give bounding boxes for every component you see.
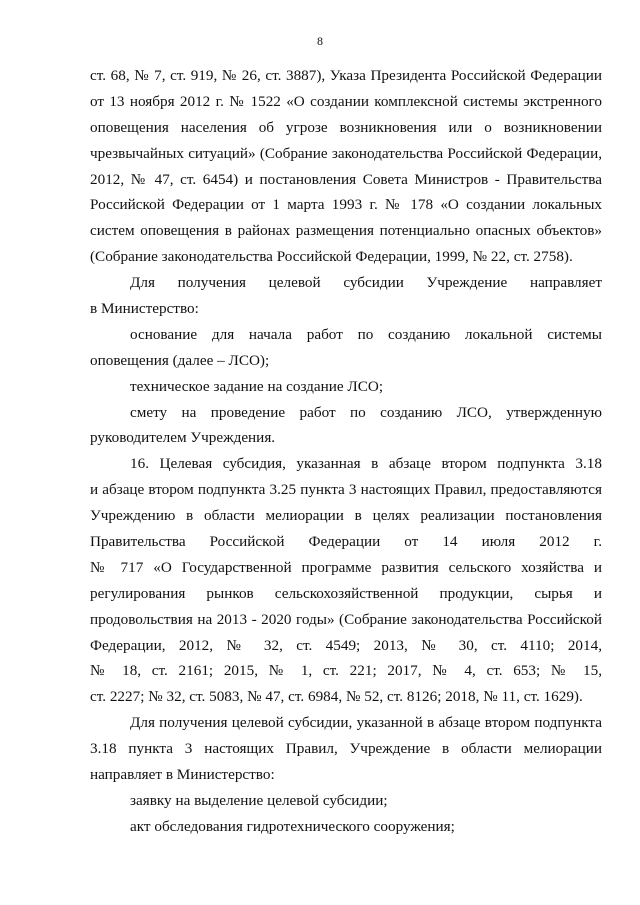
text-line: направляет в Министерство:: [90, 766, 275, 784]
text-line: (Собрание законодательства Российской Федерации, 1999, № 22, ст. 2758).: [90, 248, 573, 266]
text-line: оповещения (далее – ЛСО);: [90, 351, 270, 369]
paragraph-basis: [90, 322, 602, 374]
text-line: и абзаце втором подпункта 3.25 пункта 3 настоящих Правил, предоставляются: [90, 481, 602, 499]
text-line: Федерации, 2012, № 32, ст. 4549; 2013, № 30, ст. 4110; 2014,: [90, 636, 602, 654]
text-line: в Министерство:: [90, 300, 199, 318]
text-line: руководителем Учреждения.: [90, 429, 276, 447]
text-line: ст. 68, № 7, ст. 919, № 26, ст. 3887), Указа Президента Российской Федерации: [90, 67, 602, 84]
text-line: Для получения целевой субсидии, указанной в абзаце втором подпункта: [130, 714, 602, 732]
text-line: Учреждению в области мелиорации в целях реализации постановления: [90, 507, 602, 525]
paragraph-inspection-act: [90, 814, 602, 840]
paragraph-estimate: [90, 400, 602, 452]
text-line: техническое задание на создание ЛСО;: [130, 377, 384, 395]
text-line: Российской Федерации от 1 марта 1993 г. № 178 «О создании локальных: [90, 196, 602, 214]
text-line: № 18, ст. 2161; 2015, № 1, ст. 221; 2017, № 4, ст. 653; № 15,: [90, 662, 602, 680]
page-number: 8: [317, 34, 323, 48]
text-line: № 717 «О Государственной программе развития сельского хозяйства и: [90, 558, 602, 576]
text-line: основание для начала работ по созданию локальной системы: [130, 325, 602, 343]
text-line: 2012, № 47, ст. 6454) и постановления Совета Министров - Правительства: [90, 170, 602, 188]
text-line: Для получения целевой субсидии Учреждение направляет: [130, 274, 602, 292]
text-line: 3.18 пункта 3 настоящих Правил, Учреждение в области мелиорации: [90, 740, 602, 758]
text-line: оповещения населения об угрозе возникновения или о возникновении: [90, 118, 602, 136]
paragraph-melioration-request: [90, 710, 602, 788]
paragraph-section-16: [90, 451, 602, 710]
text-line: 16. Целевая субсидия, указанная в абзаце втором подпункта 3.18: [130, 455, 602, 473]
document-body: [90, 63, 602, 840]
text-line: ст. 2227; № 32, ст. 5083, № 47, ст. 6984, № 52, ст. 8126; 2018, № 11, ст. 1629).: [90, 688, 583, 706]
text-line: чрезвычайных ситуаций» (Собрание законодательства Российской Федерации,: [90, 144, 602, 162]
paragraph-technical-task: [90, 374, 602, 400]
text-line: от 13 ноября 2012 г. № 1522 «О создании комплексной системы экстренного: [90, 92, 602, 110]
paragraph-application: [90, 788, 602, 814]
paragraph-legal-references: [90, 63, 602, 270]
text-line: систем оповещения в районах размещения потенциально опасных объектов»: [90, 222, 602, 240]
text-line: Правительства Российской Федерации от 14 июля 2012 г.: [90, 533, 602, 551]
paragraph-subsidy-request: [90, 270, 602, 322]
text-line: смету на проведение работ по созданию ЛСО, утвержденную: [130, 403, 602, 421]
text-line: регулирования рынков сельскохозяйственной продукции, сырья и: [90, 584, 602, 602]
text-line: акт обследования гидротехнического сооружения;: [130, 817, 455, 835]
text-line: заявку на выделение целевой субсидии;: [130, 791, 388, 809]
text-line: продовольствия на 2013 - 2020 годы» (Собрание законодательства Российской: [90, 610, 602, 628]
